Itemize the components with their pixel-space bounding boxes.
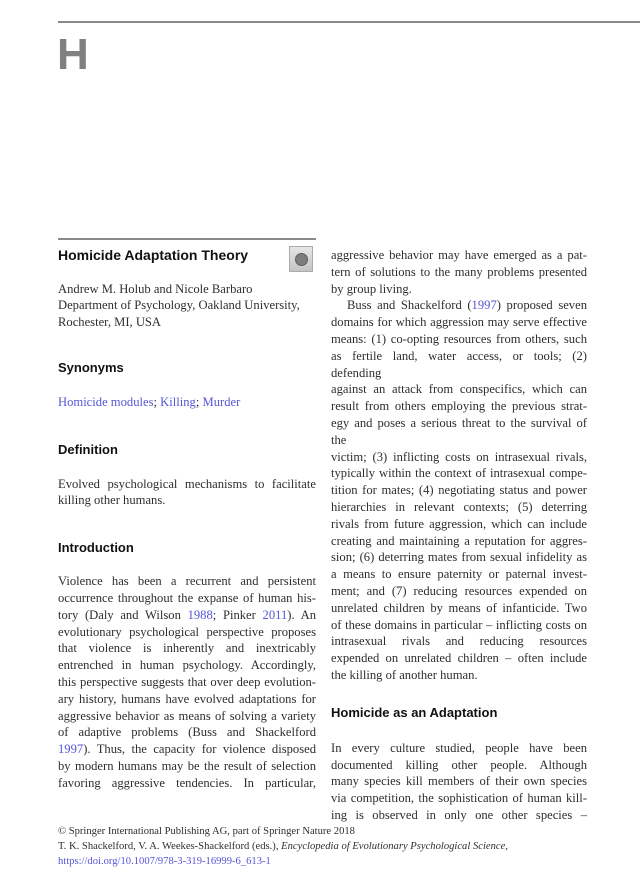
text-line: unrelated children by means of infanticide. Two xyxy=(331,600,587,615)
text-line: evolutionary psychological perspective proposes xyxy=(58,624,316,639)
introduction-paragraph xyxy=(58,573,316,791)
author-block xyxy=(58,281,316,331)
text-line: against an attack from conspecifics, which can xyxy=(331,382,587,397)
text-line: ment; and (7) reducing resources expended on xyxy=(331,583,587,598)
text-line: entrenched in human psychology. Accordingly, xyxy=(58,658,316,673)
introduction-heading: Introduction xyxy=(58,540,134,556)
citation-editors: T. K. Shackelford, V. A. Weekes-Shackelford (eds.), xyxy=(58,840,282,852)
text-line: hierarchies in relevant contexts; (5) deterring xyxy=(331,499,587,514)
text-line: by modern humans may be the result of selection xyxy=(58,759,316,774)
text-line: aggressive behavior as means of solving a variety xyxy=(58,708,316,723)
text-line: that violence is inherently and inextricably xyxy=(58,641,316,656)
text-line: Evolved psychological mechanisms to facilitate xyxy=(58,476,316,491)
separator: ; xyxy=(195,394,203,409)
text-line: 1997). Thus, the capacity for violence disposed xyxy=(58,742,316,757)
footer xyxy=(58,824,618,889)
text-line: occurrence throughout the expanse of human his- xyxy=(58,591,316,606)
homicide-adaptation-paragraph xyxy=(331,740,587,824)
text-line: victim; (3) inflicting costs on intrasexual rivals, xyxy=(331,449,587,464)
text-line: In every culture studied, people have been xyxy=(331,740,587,755)
citation-punct: , xyxy=(505,840,508,852)
text-line: via competition, the sophistication of human kill- xyxy=(331,791,587,806)
definition-heading: Definition xyxy=(58,441,118,457)
text-line: typically within the context of intrasexual compe- xyxy=(331,466,587,481)
crossmark-icon[interactable] xyxy=(289,246,313,272)
text-line: tition for mates; (4) negotiating status and power xyxy=(331,483,587,498)
affiliation-line: Department of Psychology, Oakland University, xyxy=(58,298,300,313)
text-line: domains for which aggression may serve effective xyxy=(331,315,587,330)
homicide-adaptation-heading: Homicide as an Adaptation xyxy=(331,704,498,720)
text-line: sion; (6) deterring mates from sexual infidelity as xyxy=(331,550,587,565)
text-line: as fertile land, water access, or tools; (2) defending xyxy=(331,348,587,380)
citation-link[interactable]: 1997 xyxy=(471,298,497,313)
text-line: Violence has been a recurrent and persistent xyxy=(58,574,316,589)
synonym-link[interactable]: Killing xyxy=(160,394,196,409)
text-line: this perspective suggests that over deep evolution- xyxy=(58,675,316,690)
introduction-paragraph-domains xyxy=(331,297,587,683)
text-line: of these domains in particular – inflicting costs on xyxy=(331,617,587,632)
text-line: killing other humans. xyxy=(58,493,166,508)
two-column-body xyxy=(0,238,640,824)
entry-title: Homicide Adaptation Theory xyxy=(58,246,249,263)
text-line: tern of solutions to the many problems presented xyxy=(331,264,587,279)
text-line: egy and poses a serious threat to the survival of the xyxy=(331,415,587,447)
text-line: intrasexual rivals and reducing resources xyxy=(331,634,587,649)
book-title: Encyclopedia of Evolutionary Psychological Science xyxy=(281,840,506,852)
text-line: expended on unrelated children – often include xyxy=(331,651,587,666)
synonyms-list xyxy=(58,394,316,411)
text-line: tory (Daly and Wilson 1988; Pinker 2011). An xyxy=(58,607,316,622)
right-column xyxy=(331,238,587,824)
definition-text xyxy=(58,476,316,510)
section-letter: H xyxy=(57,30,89,79)
left-column xyxy=(58,238,316,792)
text-line: of adaptive problems (Buss and Shackelford xyxy=(58,725,316,740)
synonym-link[interactable]: Homicide modules xyxy=(58,394,154,409)
text-line: means: (1) co-opting resources from others, such xyxy=(331,331,587,346)
authors: Andrew M. Holub and Nicole Barbaro xyxy=(58,281,253,296)
affiliation-line: Rochester, MI, USA xyxy=(58,315,162,330)
text-line: ing is observed in only one other species – xyxy=(331,807,587,822)
text-line: creating and maintaining a reputation for aggres- xyxy=(331,533,587,548)
introduction-paragraph-continued xyxy=(331,247,587,297)
text-line: a means to ensure paternity or paternal invest- xyxy=(331,567,587,582)
citation xyxy=(58,839,618,854)
entry-rule xyxy=(58,238,316,240)
text-line: Buss and Shackelford (1997) proposed seven xyxy=(347,298,587,313)
text-line: aggressive behavior may have emerged as a pat- xyxy=(331,248,587,262)
citation-link[interactable]: 1988 xyxy=(187,607,213,622)
text-line: the killing of another human. xyxy=(331,667,478,682)
text-line: favoring aggressive tendencies. In particular, xyxy=(58,775,316,790)
synonym-link[interactable]: Murder xyxy=(202,394,241,409)
text-line: many species kill members of their own species xyxy=(331,774,587,789)
separator: ; xyxy=(153,394,161,409)
text-line: result from others employing the previous strat- xyxy=(331,399,587,414)
citation-link[interactable]: 2011 xyxy=(262,607,288,622)
synonyms-heading: Synonyms xyxy=(58,359,124,375)
text-line: rivals from future aggression, which can include xyxy=(331,516,587,531)
text-line: by group living. xyxy=(331,281,412,296)
citation-link[interactable]: 1997 xyxy=(58,742,84,757)
text-line: documented killing other people. Although xyxy=(331,757,587,772)
copyright: © Springer International Publishing AG, part of Springer Nature 2018 xyxy=(58,825,355,837)
text-line: ary history, humans have evolved adaptations for xyxy=(58,691,316,706)
doi-link[interactable]: https://doi.org/10.1007/978-3-319-16999-6_613-1 xyxy=(58,855,271,867)
